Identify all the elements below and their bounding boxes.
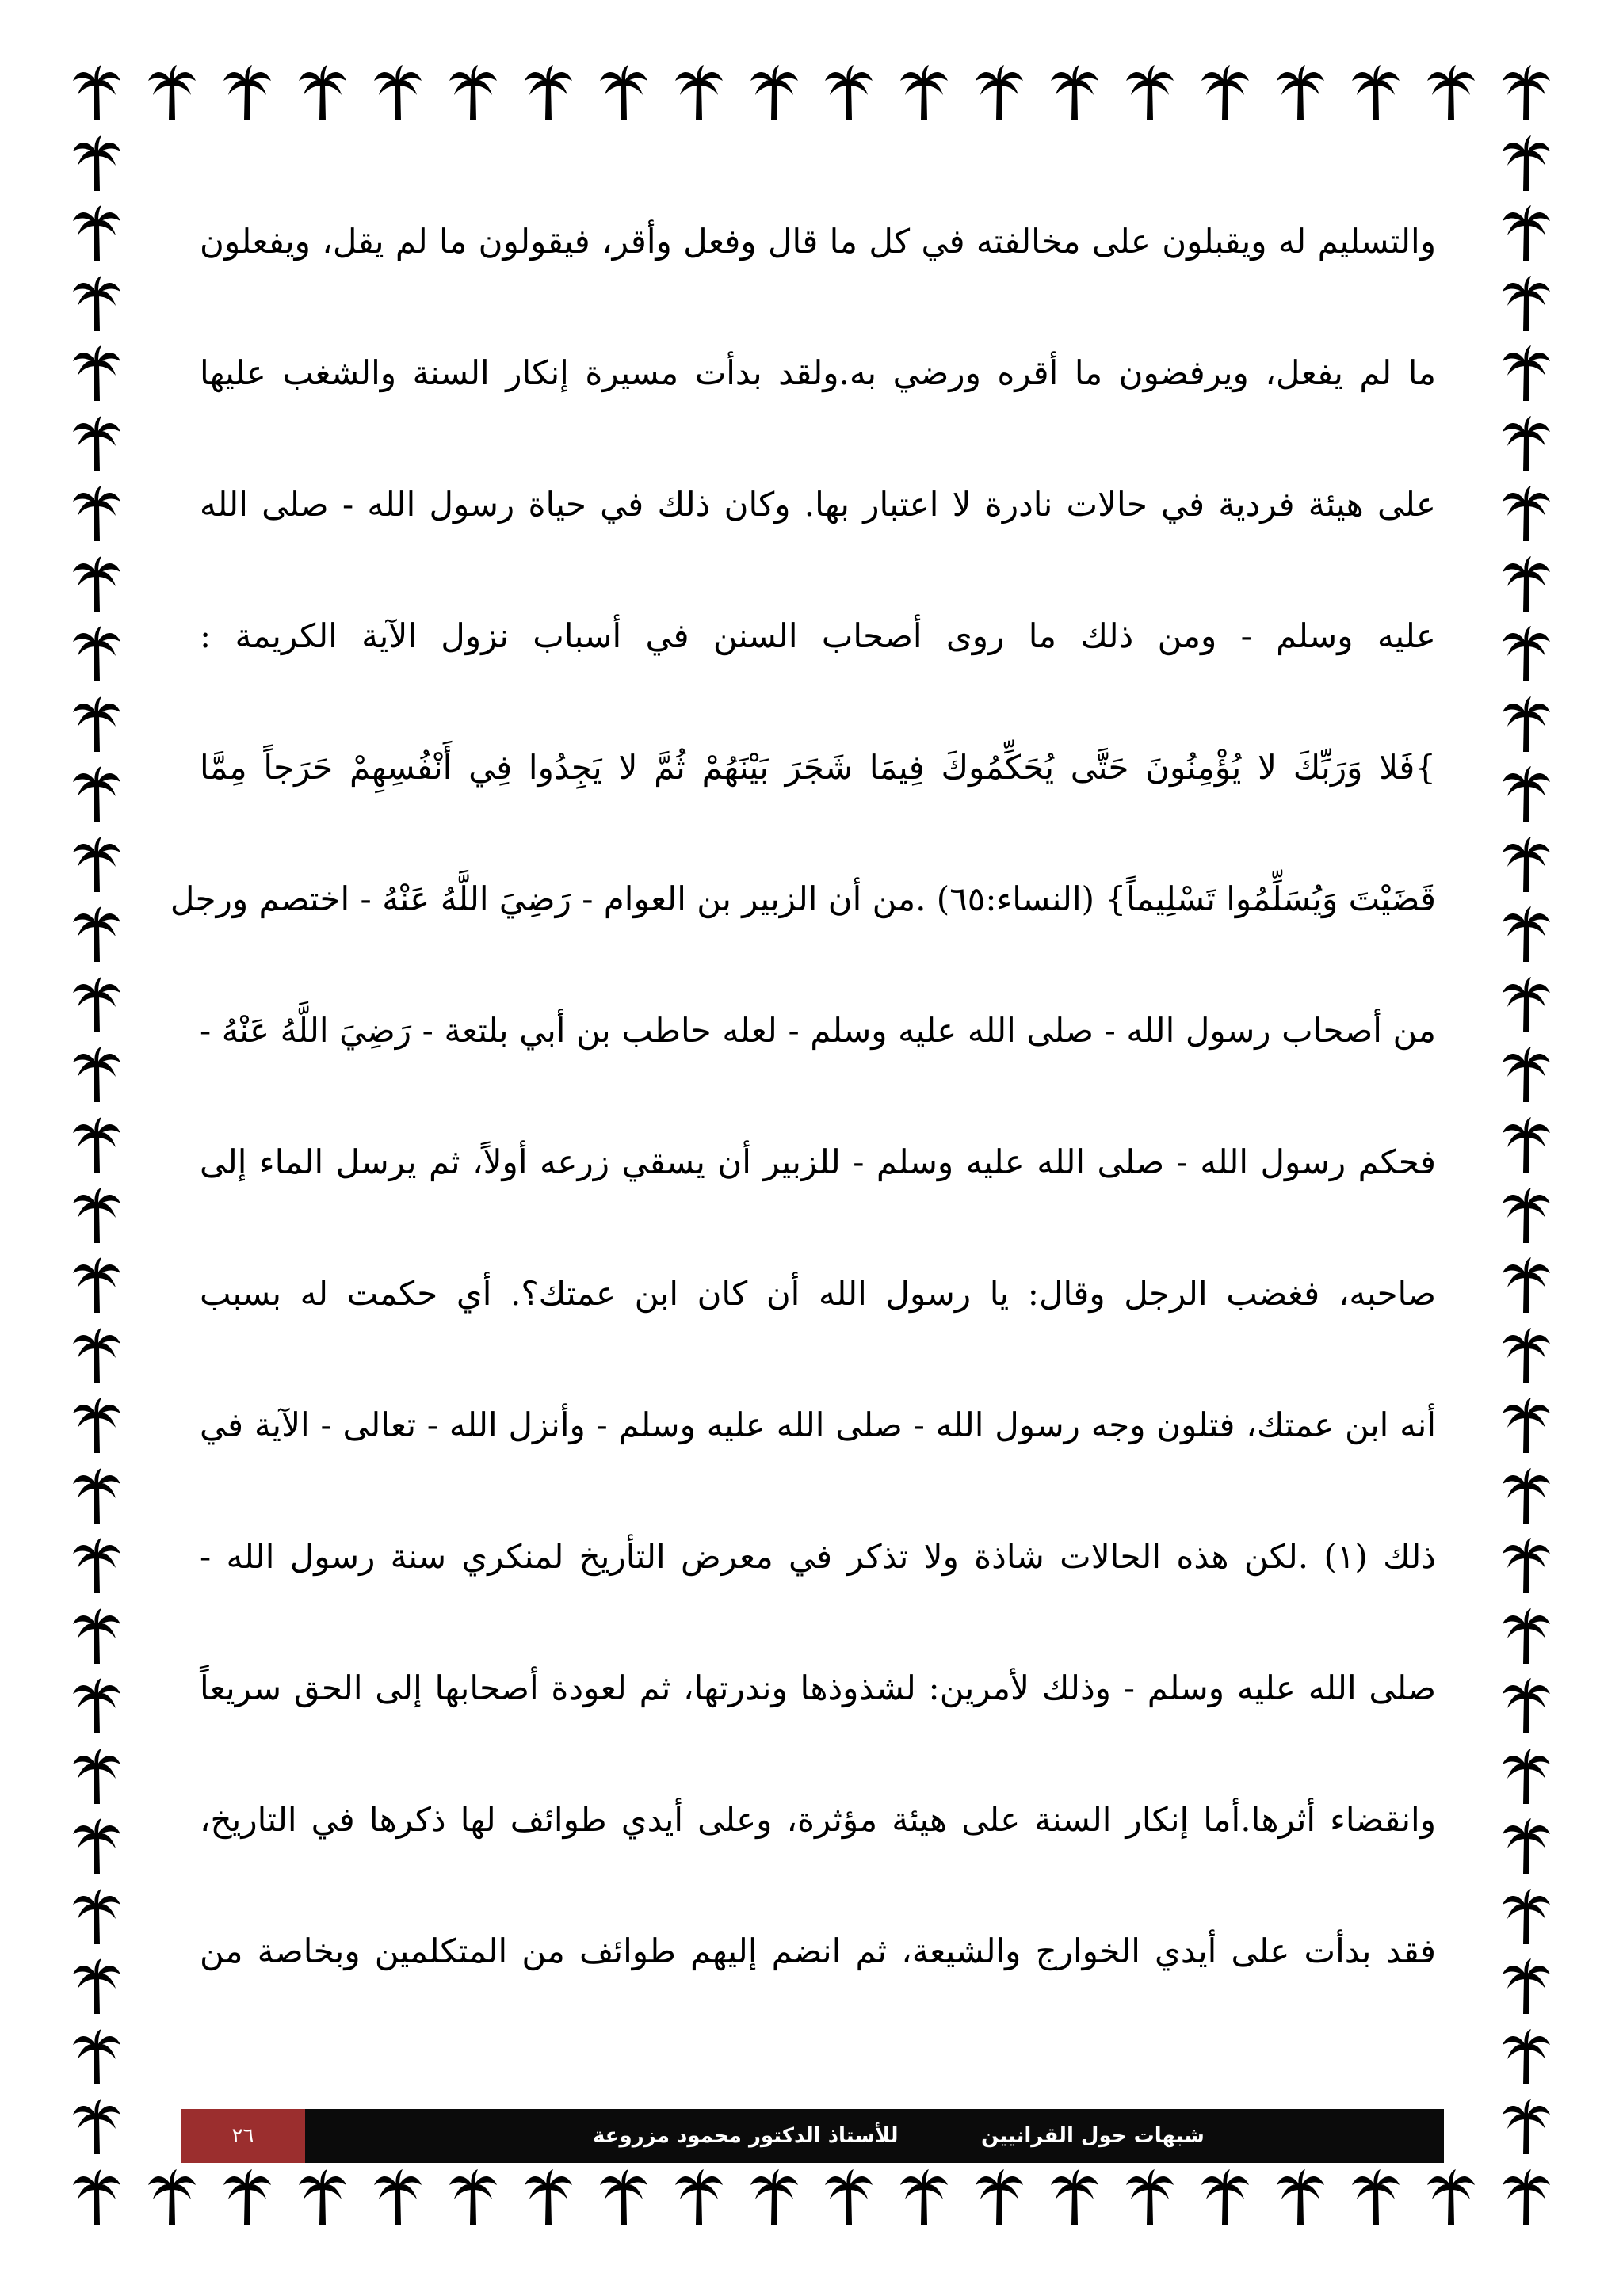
palm-tree-icon [71,1887,122,1947]
palm-tree-icon [974,63,1025,124]
palm-tree-icon [899,2168,949,2228]
palm-tree-icon [71,1607,122,1667]
quran-verse-line: قَضَيْتَ وَيُسَلِّمُوا تَسْلِيماً} (النساء:٦٥) .من أن الزبير بن العوام - رَضِيَ اللَّهُ عَنْهُ - اختصم ورجل [170,879,1436,918]
palm-tree-icon [1501,414,1552,475]
text-line: والتسليم له ويقبلون على مخالفته في كل ما قال وفعل وأقر، فيقولون ما لم يقل، ويفعلون [200,222,1436,261]
palm-tree-icon [1426,2168,1476,2228]
palm-tree-icon [1501,905,1552,965]
palm-tree-icon [71,1186,122,1246]
palm-tree-icon [598,63,649,124]
palm-tree-icon [297,63,348,124]
palm-tree-icon [1501,2027,1552,2088]
text-line: فقد بدأت على أيدي الخوارج والشيعة، ثم انضم إليهم طوائف من المتكلمين وبخاصة من [200,1932,1436,1970]
palm-tree-icon [71,204,122,264]
palm-tree-icon [1501,1326,1552,1386]
palm-tree-icon [1501,624,1552,685]
palm-tree-icon [1501,2097,1552,2157]
palm-tree-icon [1501,1957,1552,2017]
palm-tree-icon [71,344,122,404]
quran-verse-line: }فَلا وَرَبِّكَ لا يُؤْمِنُونَ حَتَّى يُحَكِّمُوكَ فِيمَا شَجَرَ بَيْنَهُمْ ثُمَّ لا يَجِدُوا فِي أَنْفُسِهِمْ حَرَجاً مِمَّا [200,748,1436,787]
palm-tree-icon [674,63,724,124]
palm-tree-icon [1501,975,1552,1035]
palm-tree-icon [372,63,423,124]
palm-tree-icon [1200,2168,1251,2228]
palm-tree-icon [71,835,122,895]
palm-tree-icon [1501,1676,1552,1737]
palm-tree-icon [749,63,800,124]
footer-book-title: شبهات حول القرانيين [981,2124,1205,2148]
palm-tree-icon [1501,1116,1552,1176]
palm-tree-icon [297,2168,348,2228]
palm-tree-icon [1501,274,1552,334]
palm-tree-icon [222,2168,273,2228]
palm-tree-icon [1275,63,1326,124]
palm-tree-icon [1501,1747,1552,1807]
palm-tree-icon [147,2168,197,2228]
palm-tree-icon [1501,1466,1552,1527]
palm-tree-icon [1200,63,1251,124]
palm-tree-icon [523,63,574,124]
palm-tree-icon [1049,63,1100,124]
page-body-text [170,202,1437,2056]
palm-tree-icon [71,1536,122,1596]
palm-tree-icon [71,63,122,124]
palm-tree-icon [823,63,874,124]
palm-tree-icon [1501,1536,1552,1596]
palm-tree-icon [71,1256,122,1316]
palm-tree-icon [147,63,197,124]
palm-tree-icon [71,2097,122,2157]
palm-tree-icon [598,2168,649,2228]
palm-tree-icon [1501,1045,1552,1105]
palm-tree-icon [71,1045,122,1105]
palm-tree-icon [71,1747,122,1807]
palm-tree-icon [1350,2168,1401,2228]
palm-tree-icon [71,1326,122,1386]
palm-tree-icon [71,274,122,334]
palm-tree-icon [1501,1186,1552,1246]
page-footer [181,2109,1444,2163]
text-line: ما لم يفعل، ويرفضون ما أقره ورضي به.ولقد بدأت مسيرة إنكار السنة والشغب عليها [200,353,1436,392]
text-line: فحكم رسول الله - صلى الله عليه وسلم - للزبير أن يسقي زرعه أولاً، ثم يرسل الماء إلى [200,1142,1436,1181]
text-line: عليه وسلم - ومن ذلك ما روى أصحاب السنن في أسباب نزول الآية الكريمة : [200,616,1436,655]
palm-tree-icon [1049,2168,1100,2228]
palm-tree-icon [1501,835,1552,895]
palm-tree-icon [1501,2168,1552,2228]
palm-tree-icon [71,624,122,685]
palm-tree-icon [71,905,122,965]
palm-tree-icon [1501,1817,1552,1877]
palm-tree-icon [448,63,498,124]
palm-tree-icon [1501,555,1552,615]
text-line: صلى الله عليه وسلم - وذلك لأمرين: لشذوذها وندرتها، ثم لعودة أصحابها إلى الحق سريعاً [200,1669,1436,1707]
palm-tree-icon [71,2027,122,2088]
palm-tree-icon [974,2168,1025,2228]
palm-tree-icon [71,1957,122,2017]
palm-tree-icon [71,2168,122,2228]
palm-tree-icon [71,1817,122,1877]
palm-tree-icon [1350,63,1401,124]
palm-tree-icon [1501,134,1552,194]
palm-tree-icon [71,484,122,544]
palm-tree-icon [71,1116,122,1176]
palm-tree-icon [71,1396,122,1456]
text-line: صاحبه، فغضب الرجل وقال: يا رسول الله أن كان ابن عمتك؟. أي حكمت له بسبب [200,1274,1437,1313]
palm-tree-icon [1501,1256,1552,1316]
palm-tree-icon [1501,344,1552,404]
text-line: على هيئة فردية في حالات نادرة لا اعتبار بها. وكان ذلك في حياة رسول الله - صلى الله [200,485,1436,524]
palm-tree-icon [1426,63,1476,124]
palm-tree-icon [1501,484,1552,544]
palm-tree-icon [71,555,122,615]
page-number: ٢٦ [181,2109,305,2163]
palm-tree-icon [1501,695,1552,755]
palm-tree-icon [1125,2168,1175,2228]
palm-tree-icon [1501,1396,1552,1456]
palm-tree-icon [1501,63,1552,124]
palm-tree-icon [71,1676,122,1737]
palm-tree-icon [71,414,122,475]
palm-tree-icon [674,2168,724,2228]
palm-tree-icon [222,63,273,124]
palm-tree-icon [1275,2168,1326,2228]
footer-author: للأستاذ الدكتور محمود مزروعة [593,2124,899,2148]
palm-tree-icon [1501,765,1552,825]
palm-tree-icon [372,2168,423,2228]
palm-tree-icon [1501,1607,1552,1667]
text-line: وانقضاء أثرها.أما إنكار السنة على هيئة مؤثرة، وعلى أيدي طوائف لها ذكرها في التاريخ، [200,1800,1436,1839]
palm-tree-icon [71,134,122,194]
palm-tree-icon [523,2168,574,2228]
text-line: من أصحاب رسول الله - صلى الله عليه وسلم - لعله حاطب بن أبي بلتعة - رَضِيَ اللَّهُ عَنْهُ - [200,1011,1436,1050]
palm-tree-icon [823,2168,874,2228]
palm-tree-icon [71,765,122,825]
palm-tree-icon [1501,1887,1552,1947]
palm-tree-icon [899,63,949,124]
palm-tree-icon [448,2168,498,2228]
palm-tree-icon [71,695,122,755]
palm-tree-icon [749,2168,800,2228]
text-line: أنه ابن عمتك، فتلون وجه رسول الله - صلى الله عليه وسلم - وأنزل الله - تعالى - الآية في [200,1405,1436,1444]
text-line: ذلك (١) .لكن هذه الحالات شاذة ولا تذكر في معرض التأريخ لمنكري سنة رسول الله - [200,1537,1436,1576]
palm-tree-icon [1125,63,1175,124]
palm-tree-icon [71,1466,122,1527]
palm-tree-icon [71,975,122,1035]
palm-tree-icon [1501,204,1552,264]
